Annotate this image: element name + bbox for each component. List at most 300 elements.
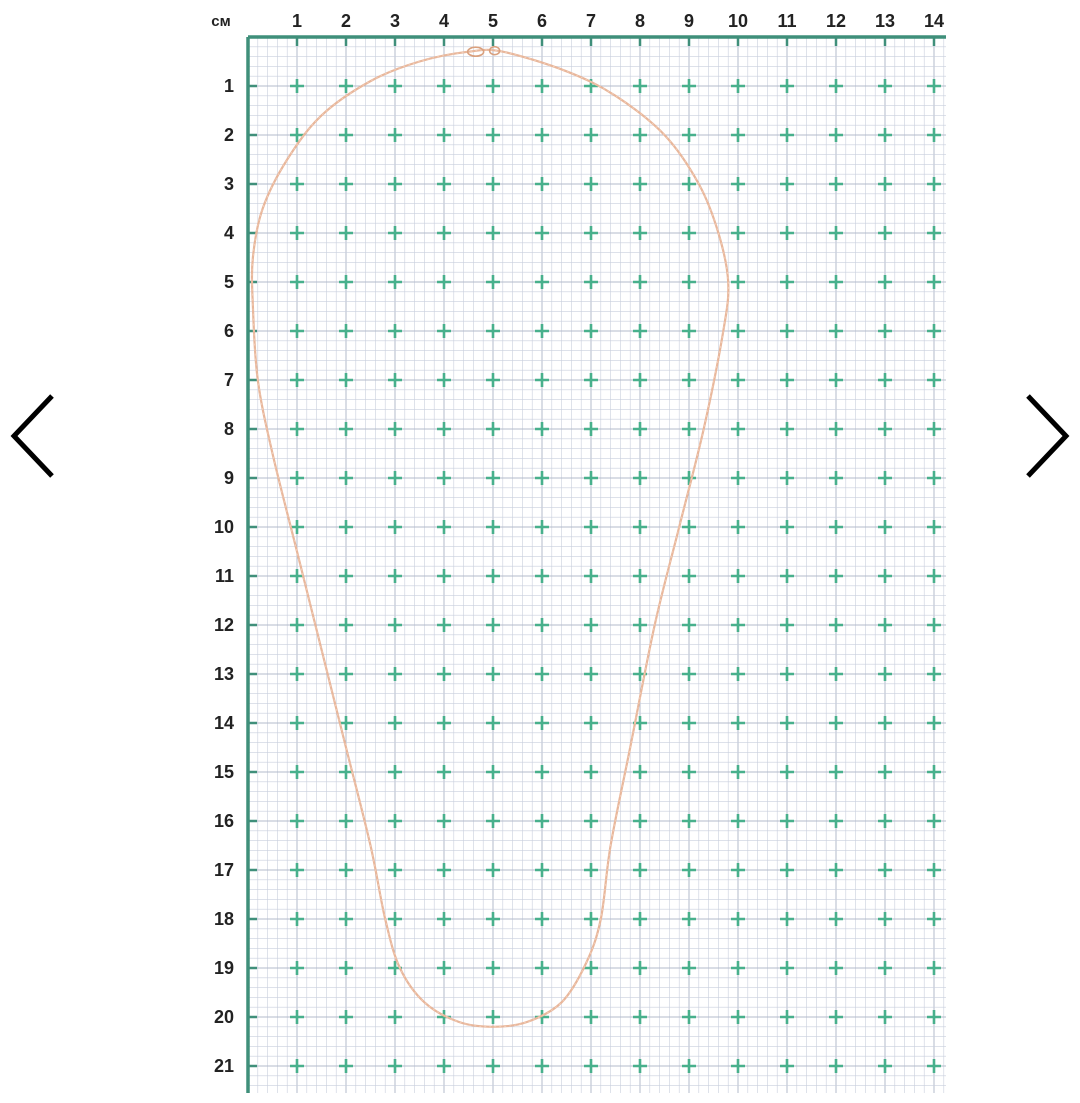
cross-marker: [731, 1059, 745, 1073]
y-tick-label: 9: [223, 468, 234, 488]
cross-marker: [584, 618, 598, 632]
cross-marker: [486, 520, 500, 534]
cross-marker: [535, 912, 549, 926]
x-tick-label: 12: [825, 11, 847, 31]
cross-marker: [829, 863, 843, 877]
cross-marker: [682, 618, 696, 632]
cross-marker: [731, 128, 745, 142]
y-tick-label: 21: [213, 1056, 234, 1076]
cross-marker: [388, 1059, 402, 1073]
cross-marker: [486, 716, 500, 730]
x-tick-label: 8: [634, 11, 646, 31]
cross-marker: [535, 471, 549, 485]
cross-marker: [437, 471, 451, 485]
cross-marker: [682, 1010, 696, 1024]
cross-marker: [584, 520, 598, 534]
cross-marker: [878, 373, 892, 387]
cross-marker: [339, 471, 353, 485]
y-tick-label: 19: [213, 958, 234, 978]
cross-marker: [535, 1059, 549, 1073]
cross-marker: [829, 471, 843, 485]
cross-marker: [878, 961, 892, 975]
cross-marker: [780, 275, 794, 289]
cross-marker: [780, 226, 794, 240]
cross-marker: [633, 422, 647, 436]
cross-marker: [682, 128, 696, 142]
cross-marker: [290, 177, 304, 191]
cross-marker: [535, 79, 549, 93]
cross-marker: [339, 275, 353, 289]
cross-marker: [878, 1059, 892, 1073]
cross-marker: [437, 520, 451, 534]
cross-marker: [388, 79, 402, 93]
cross-marker: [437, 814, 451, 828]
cross-marker: [927, 716, 941, 730]
cross-marker: [780, 373, 794, 387]
cross-marker: [633, 618, 647, 632]
cross-marker: [437, 373, 451, 387]
cross-marker: [486, 961, 500, 975]
x-tick-label: 10: [727, 11, 749, 31]
cross-marker: [437, 765, 451, 779]
cross-marker: [339, 324, 353, 338]
cross-marker: [388, 912, 402, 926]
cross-marker: [535, 373, 549, 387]
cross-marker: [731, 177, 745, 191]
cross-marker: [535, 716, 549, 730]
x-tick-label: 3: [389, 11, 401, 31]
cross-marker: [927, 520, 941, 534]
cross-marker: [339, 569, 353, 583]
cross-marker: [633, 961, 647, 975]
cross-marker: [486, 373, 500, 387]
cross-marker: [829, 716, 843, 730]
cross-marker: [388, 863, 402, 877]
y-tick-label: 6: [223, 321, 234, 341]
cross-marker: [633, 275, 647, 289]
cross-marker: [682, 814, 696, 828]
cross-marker: [878, 569, 892, 583]
y-tick-label: 11: [214, 566, 234, 586]
y-tick-label: 15: [213, 762, 234, 782]
cross-marker: [682, 79, 696, 93]
cross-marker: [731, 814, 745, 828]
cross-marker: [584, 1059, 598, 1073]
cross-marker: [927, 79, 941, 93]
cross-marker: [829, 128, 843, 142]
cross-marker: [633, 765, 647, 779]
cross-marker: [290, 373, 304, 387]
cross-marker: [535, 422, 549, 436]
cross-marker: [535, 520, 549, 534]
x-tick-label: 1: [291, 11, 303, 31]
cross-marker: [829, 814, 843, 828]
cross-marker: [731, 961, 745, 975]
cross-marker: [290, 765, 304, 779]
cross-marker: [290, 128, 304, 142]
cross-marker: [731, 422, 745, 436]
cross-marker: [682, 324, 696, 338]
cross-marker: [780, 618, 794, 632]
cross-marker: [290, 667, 304, 681]
cross-marker: [339, 814, 353, 828]
cross-marker: [633, 863, 647, 877]
cross-marker: [437, 912, 451, 926]
cross-marker: [584, 716, 598, 730]
cross-marker: [486, 79, 500, 93]
cross-marker: [584, 471, 598, 485]
cross-marker: [927, 275, 941, 289]
cross-marker: [388, 716, 402, 730]
cross-marker: [829, 79, 843, 93]
x-tick-label: 6: [536, 11, 548, 31]
cross-marker: [731, 226, 745, 240]
cross-marker: [290, 863, 304, 877]
cross-marker: [486, 128, 500, 142]
cross-marker: [290, 1059, 304, 1073]
x-tick-label: 9: [683, 11, 695, 31]
cross-marker: [829, 1059, 843, 1073]
cross-marker: [584, 569, 598, 583]
cross-marker: [731, 667, 745, 681]
cross-marker: [682, 373, 696, 387]
cross-marker: [486, 667, 500, 681]
cross-marker: [878, 716, 892, 730]
cross-marker: [731, 912, 745, 926]
cross-marker: [927, 765, 941, 779]
cross-marker: [927, 1059, 941, 1073]
necklace-chain: [252, 50, 728, 1027]
cross-marker: [878, 275, 892, 289]
cross-marker: [780, 422, 794, 436]
cross-marker: [682, 422, 696, 436]
cross-marker: [388, 373, 402, 387]
cross-marker: [731, 471, 745, 485]
cross-marker: [437, 716, 451, 730]
cross-marker: [927, 128, 941, 142]
cross-marker: [437, 324, 451, 338]
y-tick-label: 5: [223, 272, 234, 292]
cross-marker: [290, 912, 304, 926]
cross-marker: [290, 324, 304, 338]
cross-marker: [780, 1059, 794, 1073]
cross-marker: [927, 569, 941, 583]
cross-marker: [486, 569, 500, 583]
x-tick-label: 4: [438, 11, 450, 31]
cross-marker: [633, 177, 647, 191]
y-tick-label: 14: [213, 713, 234, 733]
y-tick-label: 13: [213, 664, 234, 684]
cross-marker: [486, 1010, 500, 1024]
cross-marker: [388, 1010, 402, 1024]
cross-marker: [388, 226, 402, 240]
cross-marker: [878, 863, 892, 877]
cross-marker: [829, 226, 843, 240]
cross-marker: [829, 422, 843, 436]
cross-marker: [682, 961, 696, 975]
cross-marker: [682, 520, 696, 534]
cross-marker: [535, 961, 549, 975]
cross-marker: [927, 373, 941, 387]
cross-marker: [339, 79, 353, 93]
cross-marker: [633, 471, 647, 485]
cross-marker: [927, 422, 941, 436]
cross-marker: [437, 177, 451, 191]
cross-marker: [486, 422, 500, 436]
cross-marker: [633, 814, 647, 828]
cross-marker: [780, 765, 794, 779]
cross-marker: [486, 618, 500, 632]
cross-marker: [535, 667, 549, 681]
cross-marker: [780, 961, 794, 975]
cross-marker: [535, 765, 549, 779]
cross-marker: [633, 520, 647, 534]
cross-marker: [339, 667, 353, 681]
cross-marker: [388, 275, 402, 289]
y-tick-label: 10: [213, 517, 234, 537]
y-tick-label: 2: [223, 125, 234, 145]
cross-marker: [780, 716, 794, 730]
cross-marker: [780, 520, 794, 534]
cross-marker: [584, 765, 598, 779]
cross-marker: [927, 814, 941, 828]
cross-marker: [486, 177, 500, 191]
cross-marker: [780, 569, 794, 583]
cross-marker: [682, 569, 696, 583]
cross-marker: [339, 863, 353, 877]
cross-marker: [878, 618, 892, 632]
cross-marker: [878, 814, 892, 828]
cross-marker: [878, 226, 892, 240]
cross-marker: [633, 128, 647, 142]
cross-marker: [437, 226, 451, 240]
cross-marker: [829, 961, 843, 975]
cross-marker: [535, 569, 549, 583]
cross-marker: [290, 275, 304, 289]
cross-marker: [388, 765, 402, 779]
cross-marker: [829, 667, 843, 681]
cross-marker: [633, 324, 647, 338]
cross-marker: [878, 912, 892, 926]
cross-marker: [388, 128, 402, 142]
y-tick-label: 17: [213, 860, 234, 880]
cross-marker: [584, 373, 598, 387]
cross-marker: [339, 912, 353, 926]
cross-marker: [339, 618, 353, 632]
cross-marker: [339, 422, 353, 436]
necklace-chain-links: [252, 50, 728, 1027]
cross-marker: [437, 863, 451, 877]
cross-marker: [780, 324, 794, 338]
cross-marker: [731, 569, 745, 583]
cross-marker: [584, 422, 598, 436]
cross-marker: [927, 177, 941, 191]
cross-marker: [731, 1010, 745, 1024]
cross-marker: [437, 667, 451, 681]
cross-marker: [878, 520, 892, 534]
cross-marker: [780, 863, 794, 877]
cross-marker: [535, 128, 549, 142]
cross-marker: [339, 128, 353, 142]
cross-marker: [290, 226, 304, 240]
cross-marker: [633, 569, 647, 583]
cross-marker: [437, 961, 451, 975]
cross-marker: [731, 520, 745, 534]
cross-marker: [486, 814, 500, 828]
cross-marker: [290, 716, 304, 730]
cross-marker: [829, 177, 843, 191]
cross-marker: [829, 373, 843, 387]
cross-marker: [437, 128, 451, 142]
cross-marker: [535, 814, 549, 828]
cross-marker: [682, 177, 696, 191]
cross-marker: [388, 520, 402, 534]
cross-marker: [682, 275, 696, 289]
cross-marker: [731, 324, 745, 338]
cross-marker: [388, 814, 402, 828]
cross-marker: [927, 324, 941, 338]
y-tick-label: 12: [213, 615, 234, 635]
unit-label: см: [211, 13, 231, 30]
cross-marker: [339, 177, 353, 191]
cross-marker: [388, 667, 402, 681]
y-tick-label: 4: [223, 223, 234, 243]
y-tick-label: 20: [213, 1007, 234, 1027]
y-tick-label: 16: [213, 811, 234, 831]
cross-marker: [878, 1010, 892, 1024]
cross-marker: [927, 667, 941, 681]
cross-marker: [927, 618, 941, 632]
y-tick-label: 18: [213, 909, 234, 929]
cross-marker: [878, 667, 892, 681]
cross-marker: [927, 912, 941, 926]
cross-marker: [290, 471, 304, 485]
cross-marker: [878, 324, 892, 338]
cross-marker: [927, 1010, 941, 1024]
cross-marker: [339, 226, 353, 240]
cross-marker: [584, 667, 598, 681]
cross-marker: [829, 569, 843, 583]
cross-marker: [486, 863, 500, 877]
cross-marker: [829, 275, 843, 289]
y-tick-label: 1: [223, 76, 234, 96]
x-tick-label: 5: [487, 11, 499, 31]
cross-marker: [731, 765, 745, 779]
cross-marker: [584, 275, 598, 289]
cross-marker: [535, 177, 549, 191]
x-tick-label: 13: [874, 11, 896, 31]
cross-marker: [878, 765, 892, 779]
cross-marker: [290, 814, 304, 828]
cross-marker: [339, 1059, 353, 1073]
cross-marker: [878, 128, 892, 142]
cross-marker: [829, 1010, 843, 1024]
cross-marker: [290, 79, 304, 93]
cross-marker: [535, 863, 549, 877]
cross-marker: [339, 1010, 353, 1024]
cross-marker: [682, 1059, 696, 1073]
cross-marker: [829, 520, 843, 534]
y-tick-label: 3: [223, 174, 234, 194]
cross-marker: [780, 471, 794, 485]
cross-marker: [486, 471, 500, 485]
cross-marker: [682, 226, 696, 240]
cross-marker: [633, 1059, 647, 1073]
cross-marker: [290, 618, 304, 632]
cross-marker: [731, 618, 745, 632]
x-tick-label: 11: [777, 11, 797, 31]
cross-marker: [927, 863, 941, 877]
cross-marker: [584, 177, 598, 191]
cross-marker: [682, 667, 696, 681]
cross-marker: [388, 569, 402, 583]
cross-marker: [535, 324, 549, 338]
cross-marker: [437, 569, 451, 583]
cross-marker: [780, 912, 794, 926]
cross-marker: [878, 422, 892, 436]
cross-marker: [437, 422, 451, 436]
cross-marker: [486, 912, 500, 926]
cross-marker: [682, 716, 696, 730]
x-tick-label: 7: [585, 11, 597, 31]
cross-marker: [780, 177, 794, 191]
cross-marker: [682, 912, 696, 926]
cross-marker: [290, 1010, 304, 1024]
cross-marker: [388, 471, 402, 485]
cross-marker: [339, 373, 353, 387]
cross-marker: [486, 765, 500, 779]
cross-marker: [780, 1010, 794, 1024]
cross-marker: [486, 324, 500, 338]
cross-marker: [633, 373, 647, 387]
cross-marker: [584, 912, 598, 926]
cross-marker: [829, 912, 843, 926]
cross-marker: [878, 471, 892, 485]
cross-marker: [682, 863, 696, 877]
cross-marker: [633, 912, 647, 926]
cross-marker: [829, 324, 843, 338]
cross-marker: [486, 1059, 500, 1073]
cross-marker: [584, 863, 598, 877]
cross-marker: [388, 422, 402, 436]
cross-marker: [535, 618, 549, 632]
cross-marker: [731, 716, 745, 730]
cross-marker: [437, 1059, 451, 1073]
cross-marker: [584, 1010, 598, 1024]
cross-marker: [878, 79, 892, 93]
cross-marker: [437, 618, 451, 632]
cross-marker: [731, 275, 745, 289]
cross-marker: [829, 618, 843, 632]
cross-marker: [339, 520, 353, 534]
y-tick-label: 8: [223, 419, 234, 439]
cross-marker: [780, 814, 794, 828]
cross-marker: [780, 667, 794, 681]
cross-marker: [437, 79, 451, 93]
cross-marker: [829, 765, 843, 779]
cross-marker: [535, 275, 549, 289]
cross-marker: [927, 226, 941, 240]
cross-marker: [633, 226, 647, 240]
cross-marker: [339, 961, 353, 975]
cross-marker: [486, 275, 500, 289]
cross-marker: [780, 79, 794, 93]
cross-marker: [535, 226, 549, 240]
cross-marker: [584, 324, 598, 338]
y-tick-label: 7: [223, 370, 234, 390]
cross-marker: [388, 177, 402, 191]
cross-marker: [437, 275, 451, 289]
